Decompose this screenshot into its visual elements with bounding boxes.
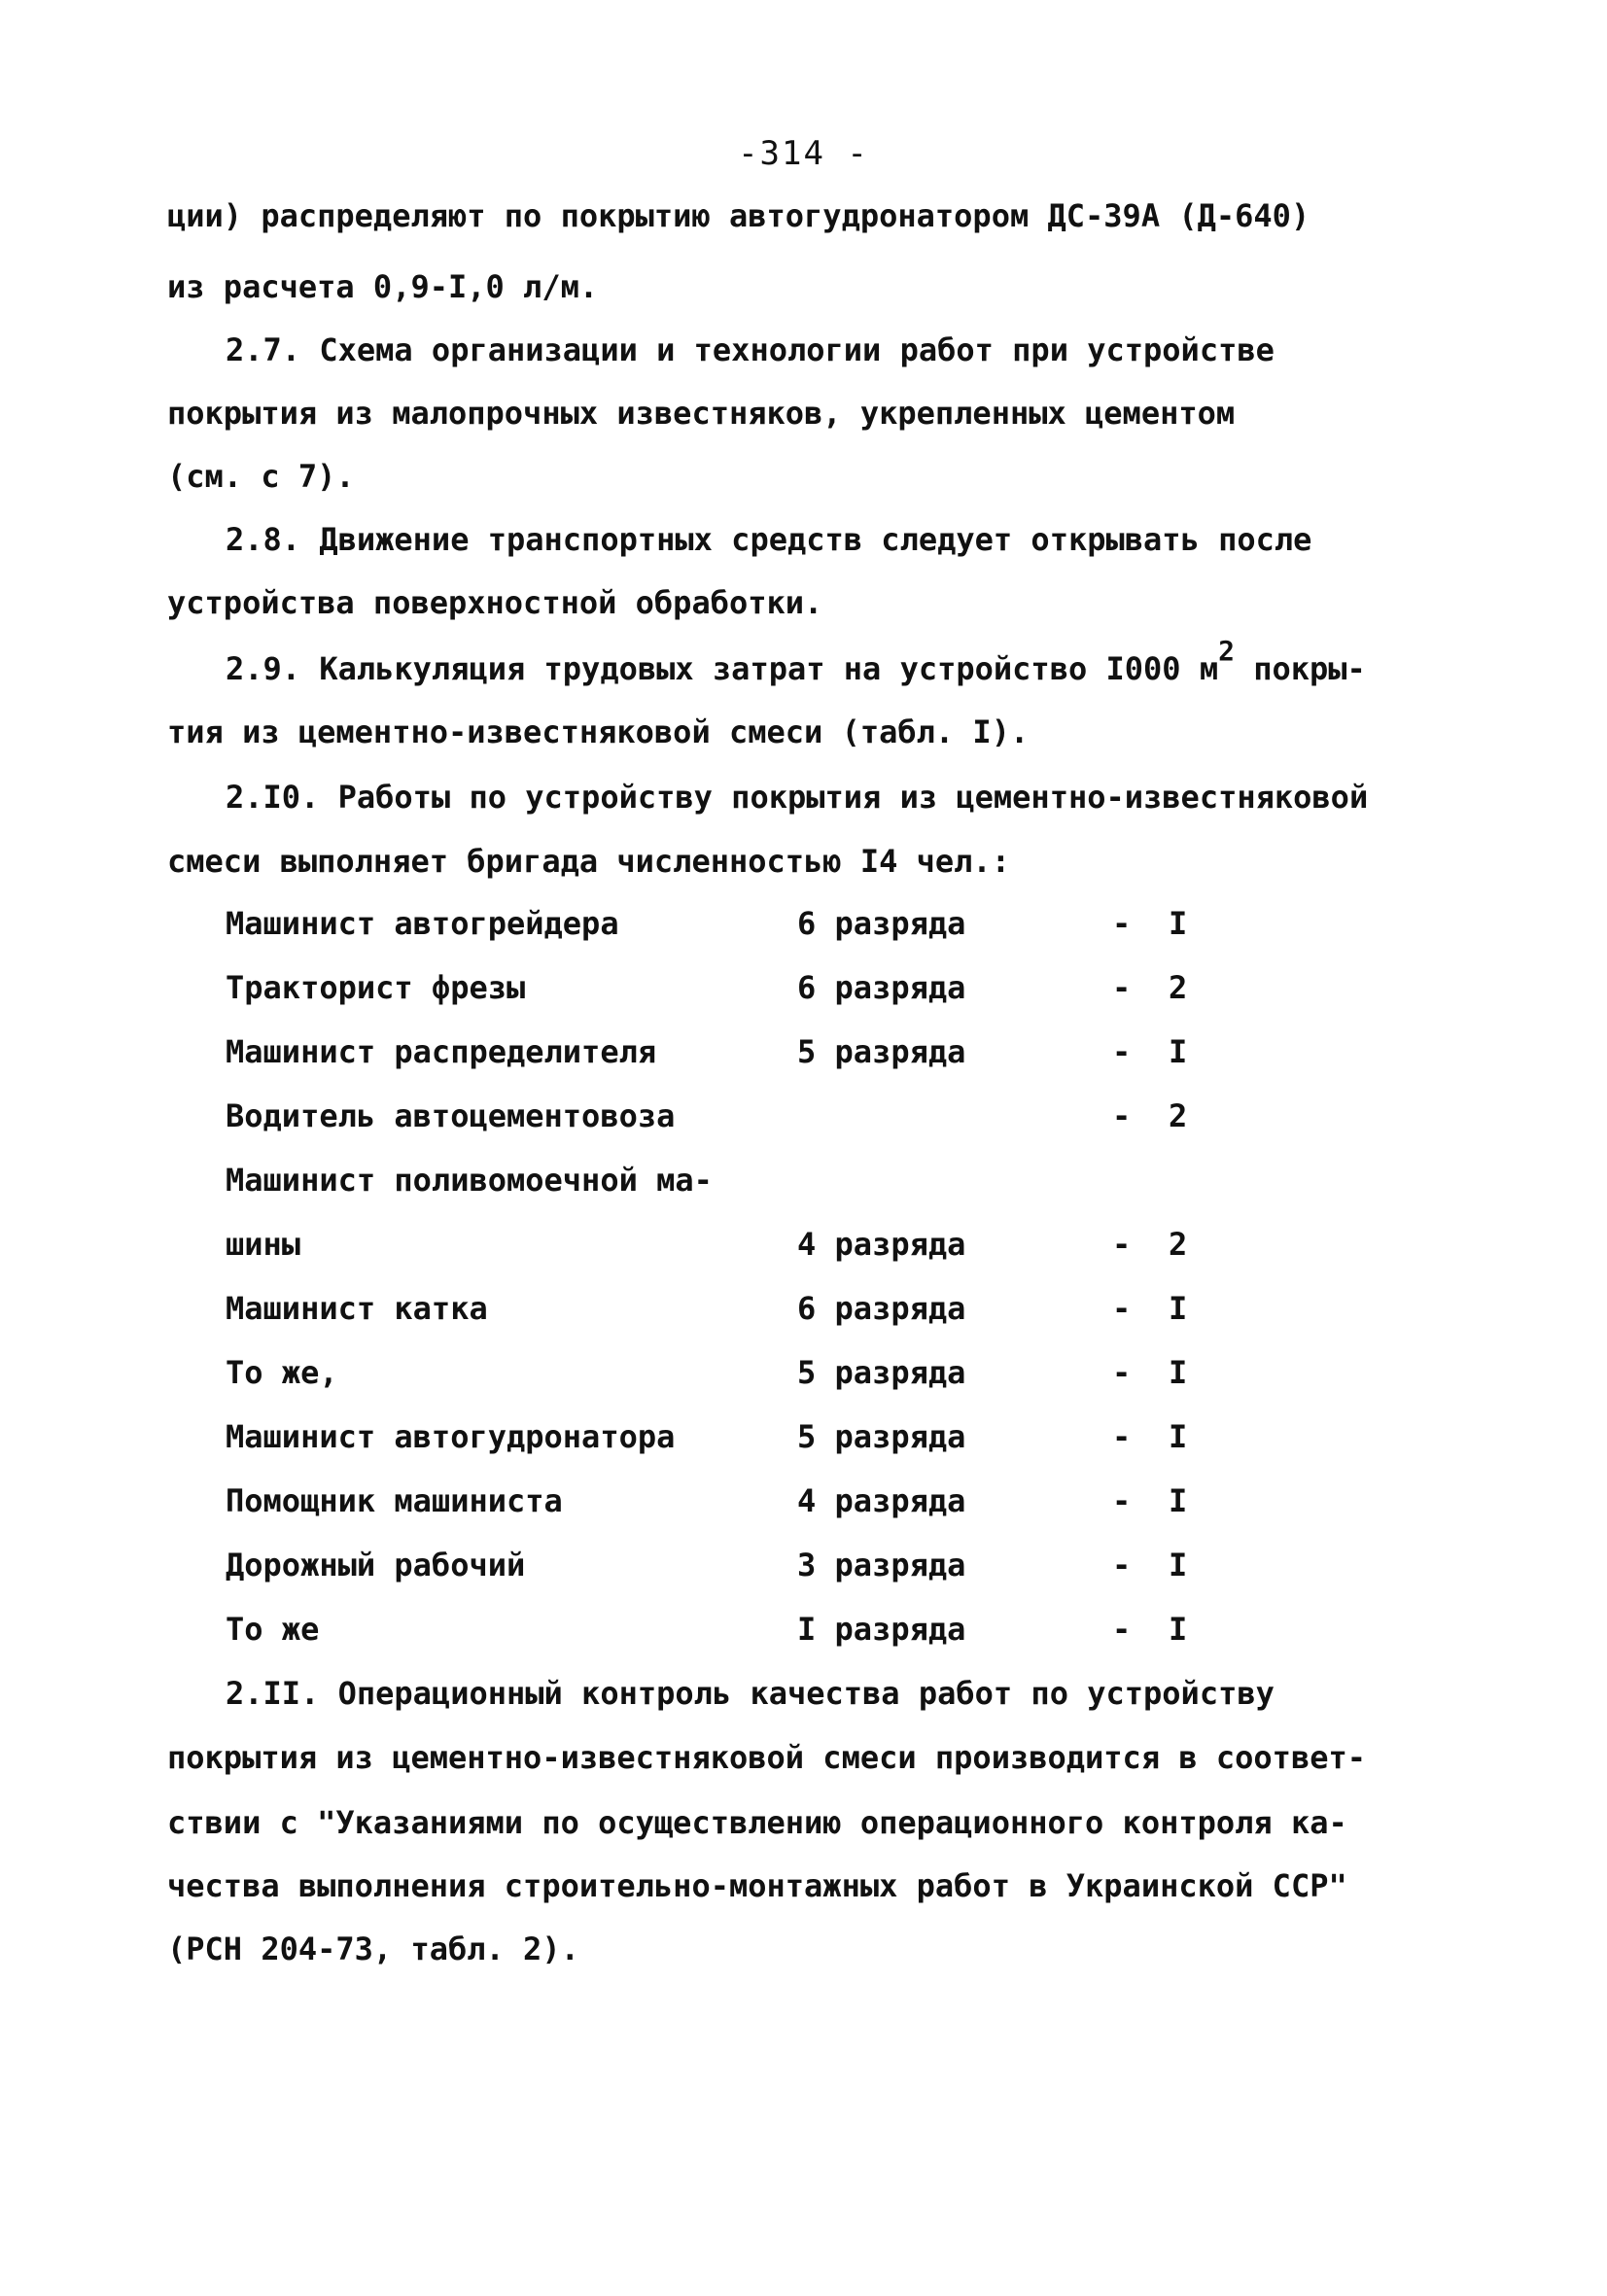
crew-row [226,1546,1198,1584]
crew-dash: - [1112,1547,1132,1583]
crew-row [226,1032,1198,1071]
paragraph-2-11-line: 2.II. Операционный контроль качества работ по устройству [226,1675,1275,1712]
crew-count: I [1169,1482,1188,1519]
crew-row [226,1353,1198,1392]
crew-role: Тракторист фрезы [226,969,526,1006]
crew-grade: 3 разряда [797,1547,966,1583]
crew-row [226,904,1198,943]
page-number: -314 - [738,134,869,173]
crew-role: Машинист распределителя [226,1033,657,1070]
crew-count: 2 [1169,969,1188,1006]
paragraph-2-9-line: тия из цементно-известняковой смеси (табл. I). [167,713,1030,750]
crew-row [226,1289,1198,1328]
crew-role: Машинист автогрейдера [226,905,619,942]
crew-grade: 5 разряда [797,1033,966,1070]
crew-role: Дорожный рабочий [226,1547,526,1583]
crew-dash: - [1112,1226,1132,1263]
crew-dash: - [1112,1354,1132,1391]
crew-row [226,1610,1198,1649]
paragraph-2-10-line: смеси выполняет бригада численностью I4 чел.: [167,843,1010,880]
crew-count: I [1169,1418,1188,1455]
crew-dash: - [1112,1611,1132,1648]
paragraph-line: ции) распределяют по покрытию автогудронатором ДС-39А (Д-640) [167,197,1310,234]
crew-count: I [1169,1611,1188,1648]
paragraph-2-7-line: 2.7. Схема организации и технологии работ при устройстве [226,331,1275,368]
crew-dash: - [1112,905,1132,942]
crew-count: I [1169,1033,1188,1070]
crew-count: I [1169,905,1188,942]
crew-role: шины [226,1226,301,1263]
crew-row [226,1417,1198,1456]
crew-count: I [1169,1354,1188,1391]
crew-role: То же [226,1611,320,1648]
paragraph-2-7-line: покрытия из малопрочных известняков, укрепленных цементом [167,395,1236,432]
crew-dash: - [1112,1290,1132,1327]
paragraph-2-9-line [226,635,1366,690]
crew-row [226,1225,1198,1264]
crew-role: Машинист катка [226,1290,488,1327]
crew-row [226,1161,1198,1200]
crew-row [226,1481,1198,1520]
crew-grade: 6 разряда [797,905,966,942]
crew-row [226,1096,1198,1135]
crew-role: Машинист автогудронатора [226,1418,676,1455]
crew-count: 2 [1169,1097,1188,1134]
crew-row [226,968,1198,1007]
crew-count: I [1169,1290,1188,1327]
paragraph-2-9-text-end: покры- [1234,650,1366,687]
paragraph-2-8-line: 2.8. Движение транспортных средств следует открывать после [226,521,1312,558]
crew-grade: 5 разряда [797,1354,966,1391]
crew-dash: - [1112,1418,1132,1455]
crew-dash: - [1112,1033,1132,1070]
crew-grade: 6 разряда [797,1290,966,1327]
crew-count: 2 [1169,1226,1188,1263]
crew-grade: 4 разряда [797,1482,966,1519]
paragraph-2-9-text: 2.9. Калькуляция трудовых затрат на устройство I000 м [226,650,1219,687]
paragraph-2-7-line: (см. с 7). [167,458,355,495]
crew-dash: - [1112,969,1132,1006]
crew-role: Машинист поливомоечной ма- [226,1162,713,1199]
crew-grade: 6 разряда [797,969,966,1006]
paragraph-2-8-line: устройства поверхностной обработки. [167,584,823,621]
crew-grade: I разряда [797,1611,966,1648]
paragraph-2-11-line: ствии с "Указаниями по осуществлению операционного контроля ка- [167,1804,1347,1841]
paragraph-2-10-line: 2.I0. Работы по устройству покрытия из цементно-известняковой [226,779,1369,816]
crew-role: Водитель автоцементовоза [226,1097,676,1134]
crew-role: Помощник машиниста [226,1482,563,1519]
paragraph-2-11-line: покрытия из цементно-известняковой смеси производится в соответ- [167,1739,1366,1776]
crew-dash: - [1112,1482,1132,1519]
crew-grade: 4 разряда [797,1226,966,1263]
crew-role: То же, [226,1354,338,1391]
paragraph-2-11-line: чества выполнения строительно-монтажных работ в Украинской ССР" [167,1867,1347,1904]
crew-count: I [1169,1547,1188,1583]
crew-dash: - [1112,1097,1132,1134]
crew-grade: 5 разряда [797,1418,966,1455]
superscript: 2 [1218,635,1235,667]
paragraph-2-11-line: (РСН 204-73, табл. 2). [167,1931,579,1967]
paragraph-line: из расчета 0,9-I,0 л/м. [167,268,599,305]
